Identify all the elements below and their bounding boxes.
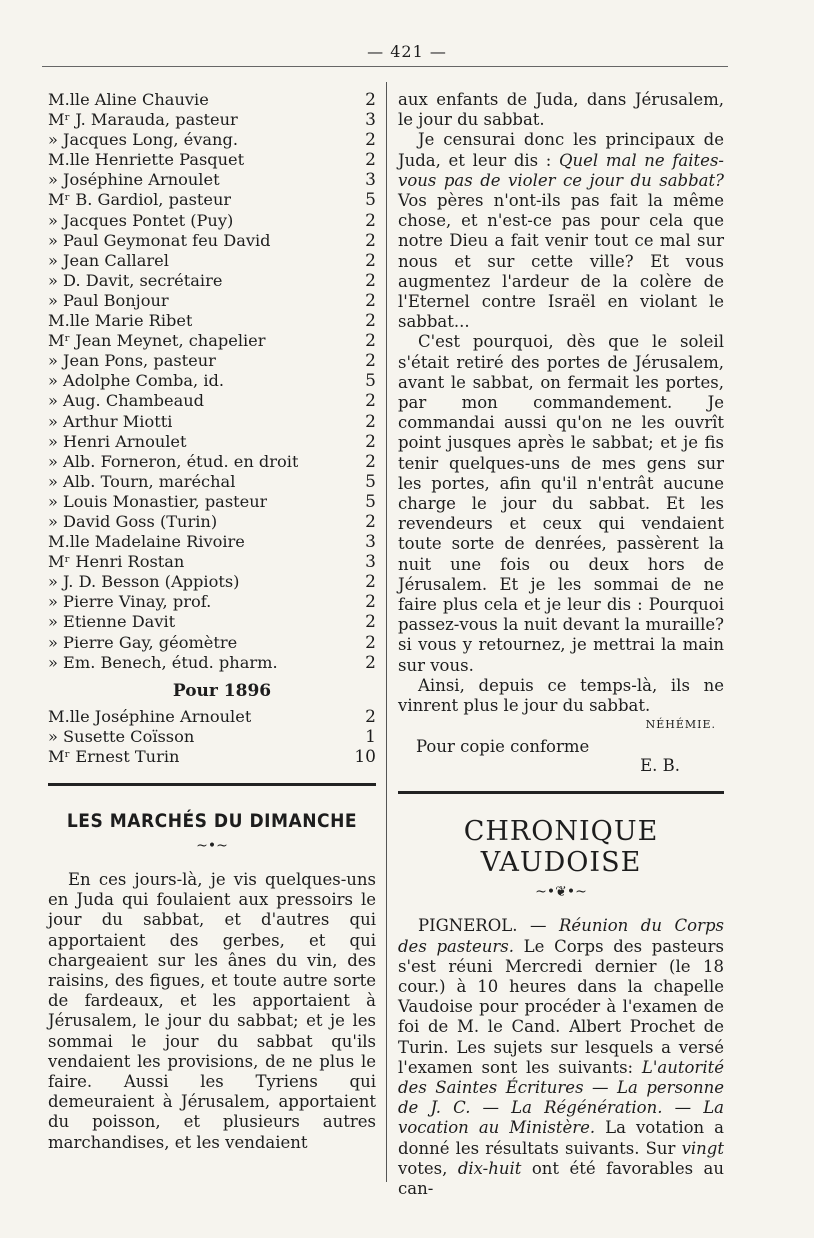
chronique-place: PIGNEROL. — <box>418 916 559 936</box>
donor-name: » Jacques Long, évang. <box>48 130 238 150</box>
donor-name: Mʳ J. Marauda, pasteur <box>48 110 238 130</box>
section-rule-right <box>398 791 724 794</box>
donor-amount: 2 <box>365 210 376 231</box>
nehemie-continuation: aux enfants de Juda, dans Jérusalem, le jour du sabbat. <box>398 90 724 130</box>
donor-amount: 2 <box>365 612 376 633</box>
donor-row <box>48 211 376 231</box>
right-column <box>398 90 724 1199</box>
donor-name: » Pierre Vinay, prof. <box>48 592 212 612</box>
donor-amount: 2 <box>365 311 376 332</box>
chronique-text-2: La votation a donné les résultats suivants. Sur <box>398 1118 725 1158</box>
para2-end: Vos pères n'ont-ils pas fait la même chose, et n'est-ce pas pour cela que notre Dieu a fait venir tout ce mal sur nous et sur cette ville? Et vous augmentez l'ardeur de la colère de l'Eternel contre Israël en violant le sabbat... <box>398 191 724 332</box>
donor-name: M.lle Joséphine Arnoulet <box>48 706 252 726</box>
donor-row <box>48 747 376 767</box>
donor-amount: 5 <box>365 371 376 392</box>
nehemie-paragraph-3: C'est pourquoi, dès que le soleil s'était retiré des portes de Jérusalem, avant le sabbat, on fermait les portes, par mon commandement. Je commandai aussi qu'on ne les ouvrît point jusques après le sabbat; et je fis tenir quelques-uns de mes gens sur les portes, afin qu'il n'entrât aucune charge le jour du sabbat. Et les revendeurs et ceux qui vendaient toute sorte de denrées, passèrent la nuit une fois ou deux hors de Jérusalem. Et je les sommai de ne faire plus cela et je leur dis : Pourquoi passez-vous la nuit devant la muraille? si vous y retournez, je mettrai la main sur vous. <box>398 332 724 675</box>
donor-row <box>48 633 376 653</box>
donor-row <box>48 432 376 452</box>
donor-row <box>48 150 376 170</box>
donor-amount: 5 <box>365 190 376 211</box>
donor-name: Mʳ Ernest Turin <box>48 746 180 766</box>
donor-name: » D. Davit, secrétaire <box>48 270 223 290</box>
ornament-icon-right: ~•❦•~ <box>535 884 587 901</box>
chronique-text-1: Le Corps des pasteurs s'est réuni Mercredi dernier (le 18 cour.) à 10 heures dans la chapelle Vaudoise pour procéder à l'examen de foi de M. le Cand. Albert Prochet de Turin. Les sujets sur lesquels a versé l'examen sont les suivants: <box>398 936 724 1077</box>
donor-name: » Jacques Pontet (Puy) <box>48 210 234 230</box>
donor-row <box>48 251 376 271</box>
donor-row <box>48 452 376 472</box>
donor-amount: 2 <box>365 431 376 452</box>
donor-row <box>48 170 376 190</box>
donor-name: » Jean Pons, pasteur <box>48 351 216 371</box>
donor-row <box>48 532 376 552</box>
donor-name: » J. D. Besson (Appiots) <box>48 572 240 592</box>
initials: E. B. <box>640 756 680 776</box>
donor-amount: 2 <box>365 331 376 352</box>
donor-row <box>48 231 376 251</box>
donor-row <box>48 351 376 371</box>
donor-amount: 2 <box>365 592 376 613</box>
donor-amount: 2 <box>365 511 376 532</box>
donor-name: » David Goss (Turin) <box>48 511 218 531</box>
nehemie-paragraph-4: Ainsi, depuis ce temps-là, ils ne vinrent plus le jour du sabbat. <box>398 675 724 716</box>
chronique-text-4: ont été favorables au can- <box>398 1158 724 1198</box>
donor-amount: 2 <box>365 706 376 727</box>
year-heading: Pour 1896 <box>172 680 272 701</box>
donor-row <box>48 311 376 331</box>
signature: NÉHÉMIE. <box>645 718 716 732</box>
chronique-vingt: vingt <box>681 1138 724 1158</box>
donor-name: » Paul Geymonat feu David <box>48 230 271 250</box>
para2-start: Je censurai donc les principaux de Juda, et leur dis : <box>398 130 724 170</box>
donor-amount: 2 <box>365 391 376 412</box>
donor-name: Mʳ Henri Rostan <box>48 552 185 572</box>
donor-name: » Susette Coïsson <box>48 726 195 746</box>
donor-amount: 2 <box>365 290 376 311</box>
donor-name: M.lle Marie Ribet <box>48 311 193 331</box>
para2-italic: Quel mal ne faites-vous pas de violer ce jour du sabbat? <box>398 150 724 190</box>
donor-row <box>48 727 376 747</box>
donor-name: » Alb. Tourn, maréchal <box>48 471 236 491</box>
donor-list-1896 <box>48 707 376 767</box>
donor-row <box>48 592 376 612</box>
chronique-subjects: L'autorité des Saintes Écritures — La personne de J. C. — La Régénération. — La vocation au Ministère. <box>398 1057 724 1138</box>
donor-amount: 2 <box>365 451 376 472</box>
donor-amount: 2 <box>365 250 376 271</box>
donor-row <box>48 331 376 351</box>
donor-amount: 2 <box>365 572 376 593</box>
donor-name: » Adolphe Comba, id. <box>48 371 225 391</box>
donor-name: Mʳ Jean Meynet, chapelier <box>48 331 266 351</box>
donor-name: » Joséphine Arnoulet <box>48 170 220 190</box>
donor-row <box>48 492 376 512</box>
donor-row <box>48 552 376 572</box>
donor-amount: 2 <box>365 411 376 432</box>
chronique-dix-huit: dix-huit <box>457 1158 522 1178</box>
page-number: — 421 — <box>367 42 447 61</box>
donor-row <box>48 572 376 592</box>
donor-row <box>48 512 376 532</box>
donor-name: M.lle Madelaine Rivoire <box>48 532 245 552</box>
donor-amount: 2 <box>365 351 376 372</box>
donor-amount: 3 <box>365 170 376 191</box>
donor-amount: 5 <box>365 471 376 492</box>
donor-amount: 3 <box>365 110 376 131</box>
donor-amount: 2 <box>365 150 376 171</box>
donor-amount: 3 <box>365 552 376 573</box>
donor-row <box>48 391 376 411</box>
donor-name: » Arthur Miotti <box>48 411 173 431</box>
donor-name: » Alb. Forneron, étud. en droit <box>48 451 299 471</box>
donor-amount: 2 <box>365 652 376 673</box>
donor-name: » Louis Monastier, pasteur <box>48 491 268 511</box>
donor-row <box>48 612 376 632</box>
section-rule <box>48 783 376 786</box>
column-divider <box>386 82 387 1182</box>
donor-row <box>48 110 376 130</box>
donor-amount: 2 <box>365 130 376 151</box>
donor-row <box>48 90 376 110</box>
donor-list-1895 <box>48 90 376 673</box>
left-column <box>48 90 376 1153</box>
donor-amount: 10 <box>354 746 376 767</box>
chronique-text <box>398 916 724 1199</box>
donor-amount: 2 <box>365 632 376 653</box>
top-rule <box>42 66 728 67</box>
donor-name: » Henri Arnoulet <box>48 431 187 451</box>
donor-row <box>48 271 376 291</box>
donor-name: » Aug. Chambeaud <box>48 391 205 411</box>
donor-name: » Jean Callarel <box>48 250 169 270</box>
donor-row <box>48 412 376 432</box>
donor-amount: 1 <box>365 726 376 747</box>
marches-heading: LES MARCHÉS DU DIMANCHE <box>66 810 358 832</box>
donor-row <box>48 291 376 311</box>
donor-amount: 2 <box>365 90 376 110</box>
ornament-icon: ~•~ <box>196 838 228 854</box>
donor-name: » Etienne Davit <box>48 612 176 632</box>
donor-name: M.lle Aline Chauvie <box>48 90 209 109</box>
donor-name: Mʳ B. Gardiol, pasteur <box>48 190 232 210</box>
nehemie-paragraph-2 <box>398 130 724 332</box>
copy-line: Pour copie conforme <box>416 737 590 757</box>
chronique-title: Réunion du Corps des pasteurs. <box>398 916 724 956</box>
donor-amount: 2 <box>365 270 376 291</box>
donor-name: » Pierre Gay, géomètre <box>48 632 238 652</box>
donor-name: » Em. Benech, étud. pharm. <box>48 652 278 672</box>
donor-row <box>48 190 376 210</box>
donor-row <box>48 130 376 150</box>
donor-row <box>48 371 376 391</box>
donor-amount: 5 <box>365 491 376 512</box>
donor-row <box>48 707 376 727</box>
donor-name: » Paul Bonjour <box>48 290 169 310</box>
donor-name: M.lle Henriette Pasquet <box>48 150 245 170</box>
donor-row <box>48 472 376 492</box>
donor-amount: 3 <box>365 532 376 553</box>
donor-amount: 2 <box>365 230 376 251</box>
donor-row <box>48 653 376 673</box>
chronique-text-3: votes, <box>398 1158 458 1178</box>
marches-text: En ces jours-là, je vis quelques-uns en Juda qui foulaient aux pressoirs le jour du sabbat, et d'autres qui apportaient des gerbes, et qui chargeaient sur les ânes du vin, des raisins, des figues, et toute autre sorte de fardeaux, et les apportaient à Jérusalem, le jour du sabbat; et je les sommai le jour du sabbat qu'ils vendaient les provisions, de ne plus le faire. Aussi les Tyriens qui demeuraient à Jérusalem, apportaient du poisson, et plusieurs autres marchandises, et les vendaient <box>48 870 376 1152</box>
chronique-heading: CHRONIQUE VAUDOISE <box>463 816 659 879</box>
